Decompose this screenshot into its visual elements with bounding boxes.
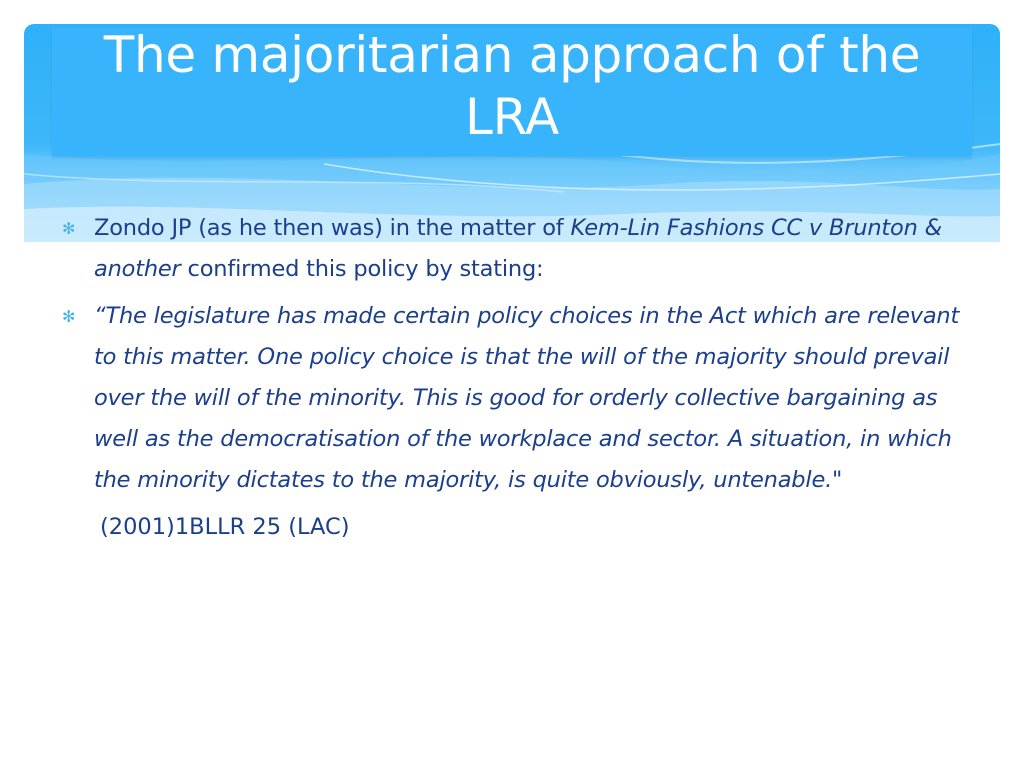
asterisk-bullet-icon: ✻	[62, 219, 76, 238]
case-name: Kem-Lin Fashions CC v Brunton & another	[94, 215, 942, 282]
case-citation: (2001)1BLLR 25 (LAC)	[100, 514, 350, 540]
asterisk-bullet-icon: ✻	[62, 307, 76, 326]
slide-title: The majoritarian approach of the LRA	[103, 26, 921, 146]
quote-text: “The legislature has made certain policy choices in the Act which are relevant to this matter. One policy choice is that the will of the majority should prevail over the will of the minority. This is good for orderly collective bargaining as well as the democratisation of the workplace and sector. A situation, in which the minority dictates to the majority, is quite obviously, untenable."	[94, 303, 960, 493]
intro-text-start: Zondo JP (as he then was) in the matter of	[94, 215, 571, 241]
intro-text-end: confirmed this policy by stating:	[180, 256, 544, 282]
bullet-quote	[58, 296, 970, 501]
slide-content	[58, 208, 970, 548]
bullet-intro	[58, 208, 970, 290]
